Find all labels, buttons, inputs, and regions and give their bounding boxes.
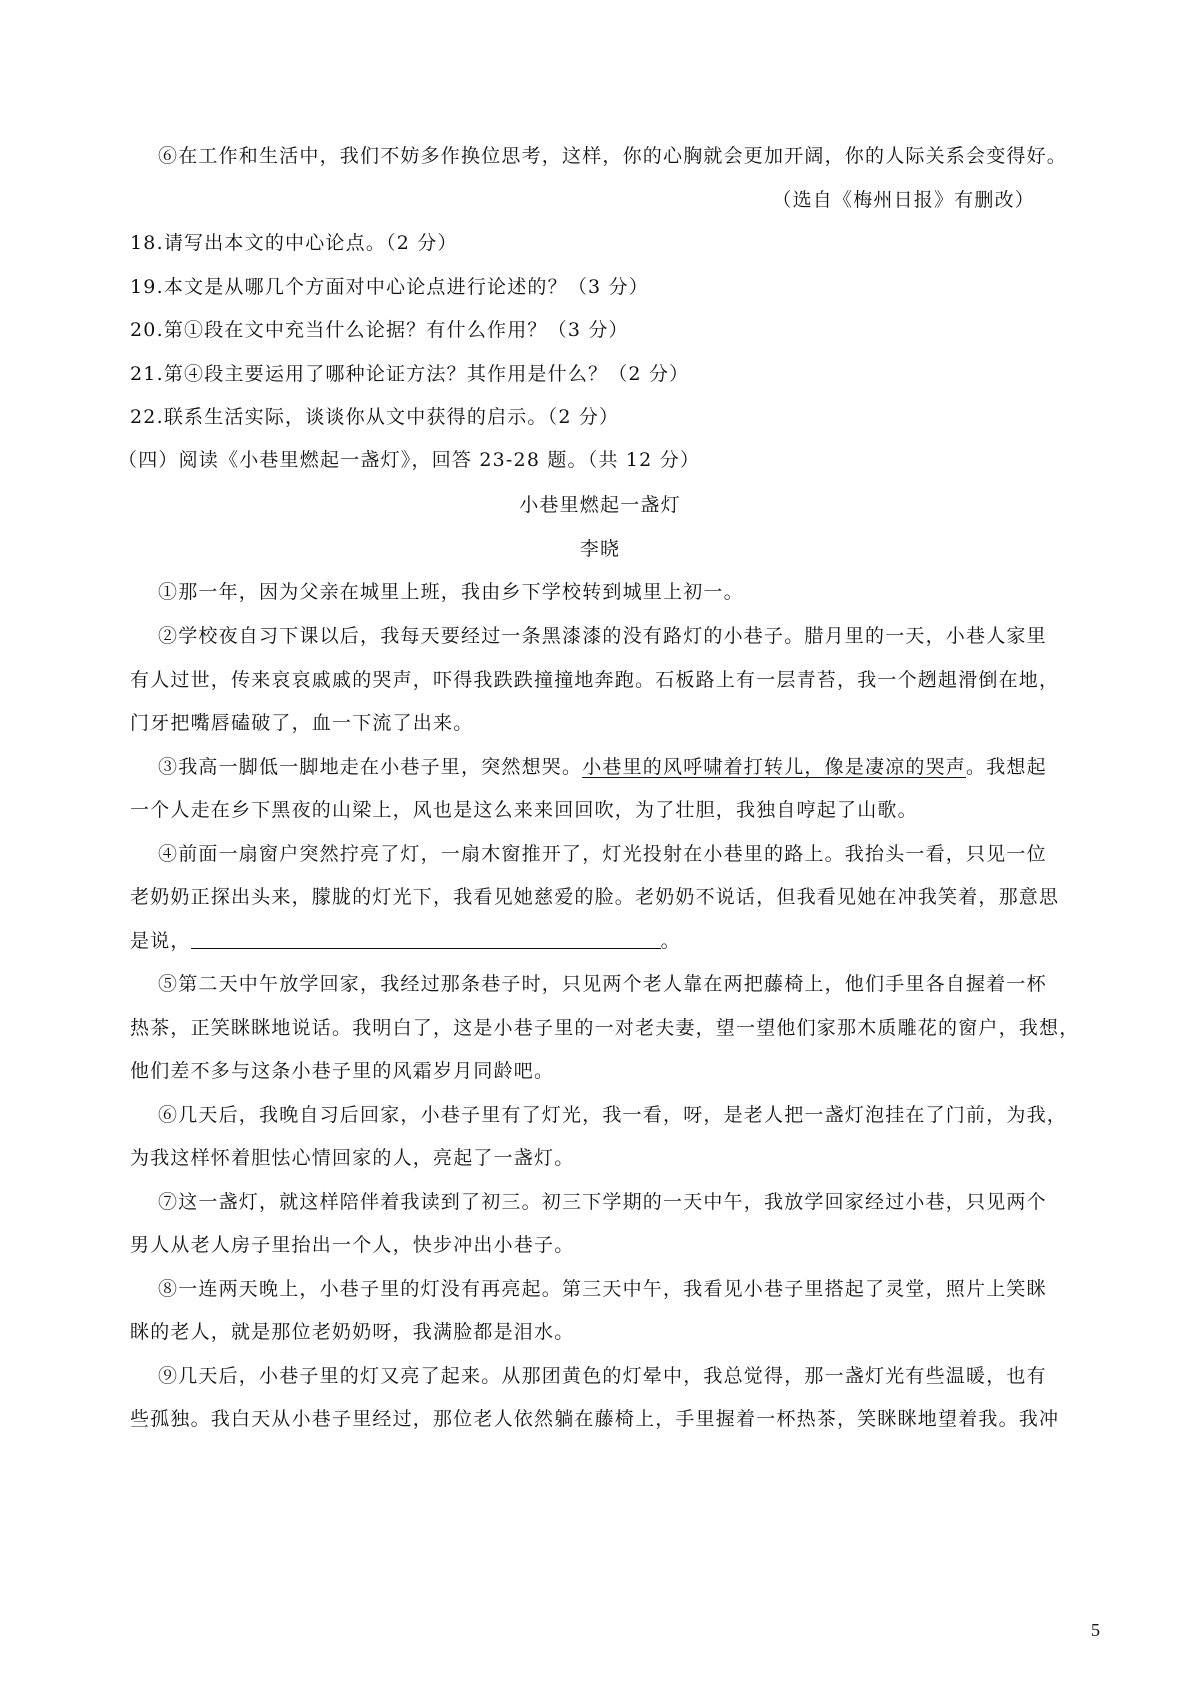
passage-source: （选自《梅州日报》有删改）: [772, 189, 1035, 211]
story-paragraph-6-line-2: 为我这样怀着胆怯心情回家的人，亮起了一盏灯。: [130, 1147, 575, 1169]
paragraph-3-text-end: 。我想起: [966, 756, 1047, 778]
story-paragraph-7-line-2: 男人从老人房子里抬出一个人，快步冲出小巷子。: [130, 1234, 575, 1256]
story-author: 李晓: [579, 538, 621, 560]
story-paragraph-2-line-3: 门牙把嘴唇磕破了，血一下流了出来。: [130, 712, 474, 734]
paragraph-3-text-start: ③我高一脚低一脚地走在小巷子里，突然想哭。: [158, 756, 583, 778]
question-22: 22.联系生活实际，谈谈你从文中获得的启示。（2 分）: [130, 406, 620, 428]
story-title: 小巷里燃起一盏灯: [519, 494, 681, 516]
paragraph-4-text-start: 是说，: [130, 930, 191, 952]
section-heading: （四）阅读《小巷里燃起一盏灯》，回答 23-28 题。（共 12 分）: [118, 449, 701, 471]
question-20: 20.第①段在文中充当什么论据？有什么作用？（3 分）: [130, 319, 629, 341]
underlined-sentence: 小巷里的风呼啸着打转儿，像是凄凉的哭声: [582, 756, 967, 778]
story-paragraph-3-line-1: [158, 753, 1047, 781]
page-number: 5: [1091, 1620, 1100, 1640]
story-paragraph-5-line-3: 他们差不多与这条小巷子里的风霜岁月同龄吧。: [130, 1060, 555, 1082]
story-paragraph-1: ①那一年，因为父亲在城里上班，我由乡下学校转到城里上初一。: [158, 581, 744, 603]
story-paragraph-7-line-1: ⑦这一盏灯，就这样陪伴着我读到了初三。初三下学期的一天中午，我放学回家经过小巷，只见两个: [158, 1191, 1047, 1213]
story-paragraph-4-line-2: 老奶奶正探出头来，朦胧的灯光下，我看见她慈爱的脸。老奶奶不说话，但我看见她在冲我笑着，那意思: [130, 886, 1060, 908]
story-paragraph-9-line-1: ⑨几天后，小巷子里的灯又亮了起来。从那团黄色的灯晕中，我总觉得，那一盏灯光有些温暖，也有: [158, 1365, 1047, 1387]
story-paragraph-9-line-2: 些孤独。我白天从小巷子里经过，那位老人依然躺在藤椅上，手里握着一杯热茶，笑眯眯地望着我。我冲: [130, 1408, 1060, 1430]
story-paragraph-6-line-1: ⑥几天后，我晚自习后回家，小巷子里有了灯光，我一看，呀，是老人把一盏灯泡挂在了门前，为我，: [158, 1104, 1068, 1126]
story-paragraph-3-line-2: 一个人走在乡下黑夜的山梁上，风也是这么来来回回吹，为了壮胆，我独自哼起了山歌。: [130, 799, 918, 821]
passage-paragraph-6: ⑥在工作和生活中，我们不妨多作换位思考，这样，你的心胸就会更加开阔，你的人际关系会变得好。: [158, 145, 1068, 167]
question-21: 21.第④段主要运用了哪种论证方法？其作用是什么？（2 分）: [130, 363, 690, 385]
paragraph-4-text-end: 。: [660, 930, 681, 952]
story-paragraph-8-line-1: ⑧一连两天晚上，小巷子里的灯没有再亮起。第三天中午，我看见小巷子里搭起了灵堂，照片上笑眯: [158, 1278, 1047, 1300]
question-18: 18.请写出本文的中心论点。（2 分）: [130, 232, 458, 254]
fill-in-blank[interactable]: [191, 928, 661, 949]
story-paragraph-8-line-2: 眯的老人，就是那位老奶奶呀，我满脸都是泪水。: [130, 1321, 575, 1343]
story-paragraph-5-line-2: 热茶，正笑眯眯地说话。我明白了，这是小巷子里的一对老夫妻，望一望他们家那木质雕花的窗户，我想，: [130, 1017, 1080, 1039]
story-paragraph-5-line-1: ⑤第二天中午放学回家，我经过那条巷子时，只见两个老人靠在两把藤椅上，他们手里各自握着一杯: [158, 973, 1047, 995]
story-paragraph-2-line-2: 有人过世，传来哀哀戚戚的哭声，吓得我跌跌撞撞地奔跑。石板路上有一层青苔，我一个趔趄滑倒在地，: [130, 669, 1060, 691]
story-paragraph-4-line-3: [130, 927, 681, 955]
story-paragraph-4-line-1: ④前面一扇窗户突然拧亮了灯，一扇木窗推开了，灯光投射在小巷里的路上。我抬头一看，只见一位: [158, 843, 1047, 865]
story-paragraph-2-line-1: ②学校夜自习下课以后，我每天要经过一条黑漆漆的没有路灯的小巷子。腊月里的一天，小巷人家里: [158, 625, 1047, 647]
question-19: 19.本文是从哪几个方面对中心论点进行论述的？（3 分）: [130, 276, 649, 298]
